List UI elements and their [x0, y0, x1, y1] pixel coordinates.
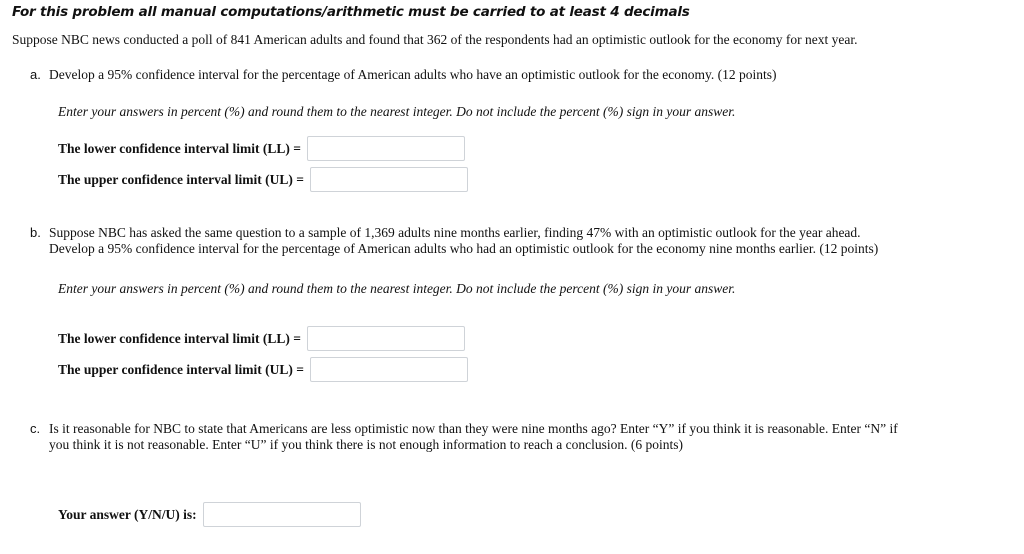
part-c-label: c.	[30, 421, 41, 436]
part-b-question-line2: Develop a 95% confidence interval for the percentage of American adults who had an optimistic outlook for the economy nine months earlier. (12 points)	[49, 241, 879, 256]
part-b-upper-row	[58, 357, 468, 382]
part-b-lower-label: The lower confidence interval limit (LL) =	[58, 330, 301, 346]
part-b-lower-input[interactable]	[307, 326, 465, 351]
part-a-upper-label: The upper confidence interval limit (UL) =	[58, 171, 304, 187]
part-c-answer-label: Your answer (Y/N/U) is:	[58, 506, 197, 522]
part-a-upper-input[interactable]	[310, 167, 468, 192]
part-b-question-line1: Suppose NBC has asked the same question to a sample of 1,369 adults nine months earlier, finding 47% with an optimistic outlook for the year ahead.	[49, 225, 861, 240]
part-a-lower-label: The lower confidence interval limit (LL) =	[58, 140, 301, 156]
part-a-label: a.	[30, 67, 41, 82]
part-b-upper-input[interactable]	[310, 357, 468, 382]
problem-heading: For this problem all manual computations/arithmetic must be carried to at least 4 decimals	[12, 4, 690, 20]
part-a-instruction: Enter your answers in percent (%) and round them to the nearest integer. Do not include the percent (%) sign in your answer.	[58, 104, 736, 119]
part-a-question: Develop a 95% confidence interval for the percentage of American adults who have an optimistic outlook for the economy. (12 points)	[49, 67, 777, 82]
part-c-answer-row	[58, 502, 361, 527]
part-c-question-line2: you think it is not reasonable. Enter “U” if you think there is not enough information to reach a conclusion. (6 points)	[49, 437, 683, 452]
part-b-upper-label: The upper confidence interval limit (UL) =	[58, 361, 304, 377]
part-b-lower-row	[58, 326, 465, 351]
part-c-question	[49, 421, 1009, 453]
part-a-lower-input[interactable]	[307, 136, 465, 161]
part-b-instruction: Enter your answers in percent (%) and round them to the nearest integer. Do not include the percent (%) sign in your answer.	[58, 281, 736, 296]
part-c-answer-input[interactable]	[203, 502, 361, 527]
problem-intro: Suppose NBC news conducted a poll of 841 American adults and found that 362 of the respondents had an optimistic outlook for the economy for next year.	[12, 32, 858, 47]
part-b-label: b.	[30, 225, 41, 240]
part-a-upper-row	[58, 167, 468, 192]
part-b-question	[49, 225, 1009, 257]
part-c-question-line1: Is it reasonable for NBC to state that Americans are less optimistic now than they were nine months ago? Enter “Y” if you think it is reasonable. Enter “N” if	[49, 421, 898, 436]
part-a-lower-row	[58, 136, 465, 161]
